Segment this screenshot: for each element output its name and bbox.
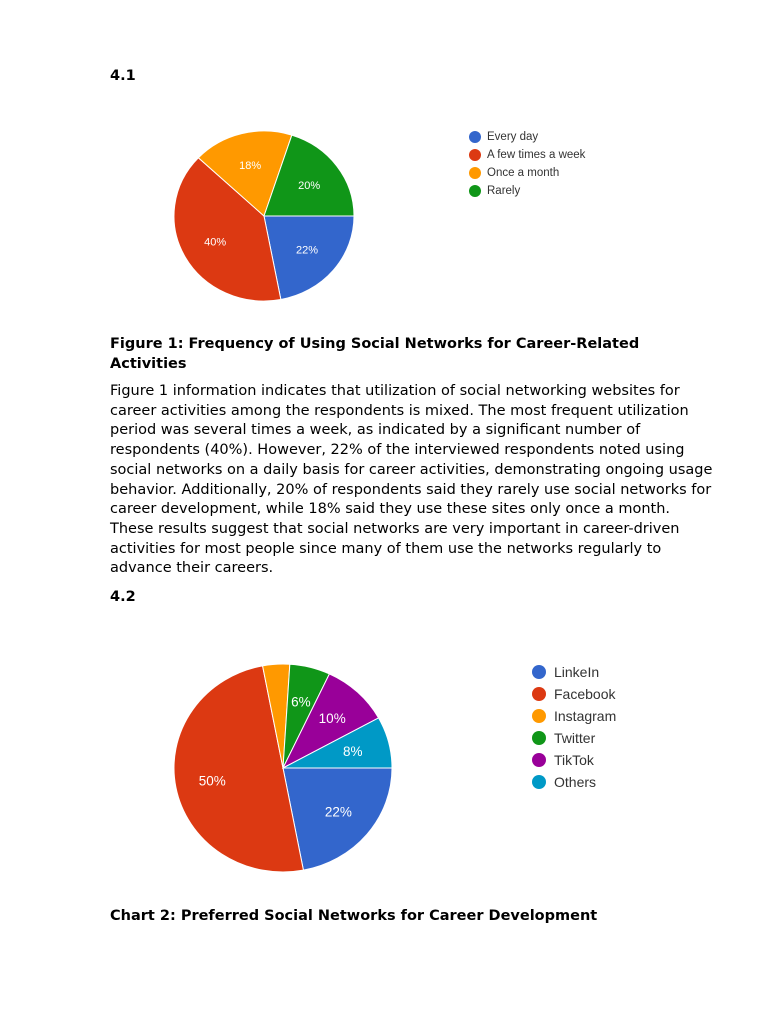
slice-label-every-day: 22% [295, 244, 319, 257]
chart-2-legend [532, 661, 616, 793]
slice-label-tiktok: 10% [318, 710, 346, 726]
slice-label-once-a-month: 18% [239, 159, 262, 172]
legend-label: Every day [487, 131, 539, 143]
figure-1-caption: Figure 1: Frequency of Using Social Networks for Career-Related Activities [110, 336, 640, 372]
legend-swatch-icon [532, 753, 546, 767]
legend-item-instagram [532, 705, 616, 727]
legend-swatch-icon [532, 709, 546, 723]
slice-label-twitter: 6% [291, 694, 311, 710]
slice-label-rarely: 20% [298, 180, 321, 192]
chart-2-caption: Chart 2: Preferred Social Networks for Career Development [110, 908, 598, 924]
legend-swatch-icon [532, 731, 546, 745]
legend-label: Instagram [554, 708, 617, 724]
legend-swatch-icon [532, 665, 546, 679]
slice-label-a-few-times-a-week: 40% [204, 236, 227, 249]
legend-item-twitter [532, 727, 616, 749]
section-number-4-1: 4.1 [110, 68, 136, 84]
body-paragraph: Figure 1 information indicates that utilization of social networking websites for career activities among the respondents is mixed. The most frequent utilization period was several times a week, as indicated by a significant number of respondents (40%). However, 22% of the interviewed respondents noted using social networks on a daily basis for career activities, demonstrating ongoing usage behavior. Additionally, 20% of respondents said they rarely use social networks for career development, while 18% said they use these sites only once a month. These results suggest that social networks are very important in career-driven activities for most people since many of them use the networks regularly to advance their careers. [110, 383, 713, 577]
legend-swatch-icon [532, 775, 546, 789]
legend-label: LinkeIn [554, 664, 600, 680]
legend-label: Twitter [554, 730, 596, 746]
legend-label: A few times a week [487, 149, 586, 161]
legend-label: Once a month [487, 167, 560, 179]
slice-label-facebook: 50% [198, 773, 226, 789]
legend-label: Facebook [554, 686, 616, 702]
legend-label: Others [554, 774, 597, 790]
legend-label: Rarely [487, 185, 521, 197]
legend-label: TikTok [554, 752, 594, 768]
legend-item-facebook [532, 683, 616, 705]
legend-item-linkein [532, 661, 616, 683]
slice-label-others: 8% [342, 743, 363, 759]
slice-label-linkein: 22% [324, 804, 352, 820]
legend-swatch-icon [532, 687, 546, 701]
legend-item-tiktok [532, 749, 616, 771]
section-number-4-2: 4.2 [110, 589, 136, 605]
legend-item-others [532, 771, 616, 793]
